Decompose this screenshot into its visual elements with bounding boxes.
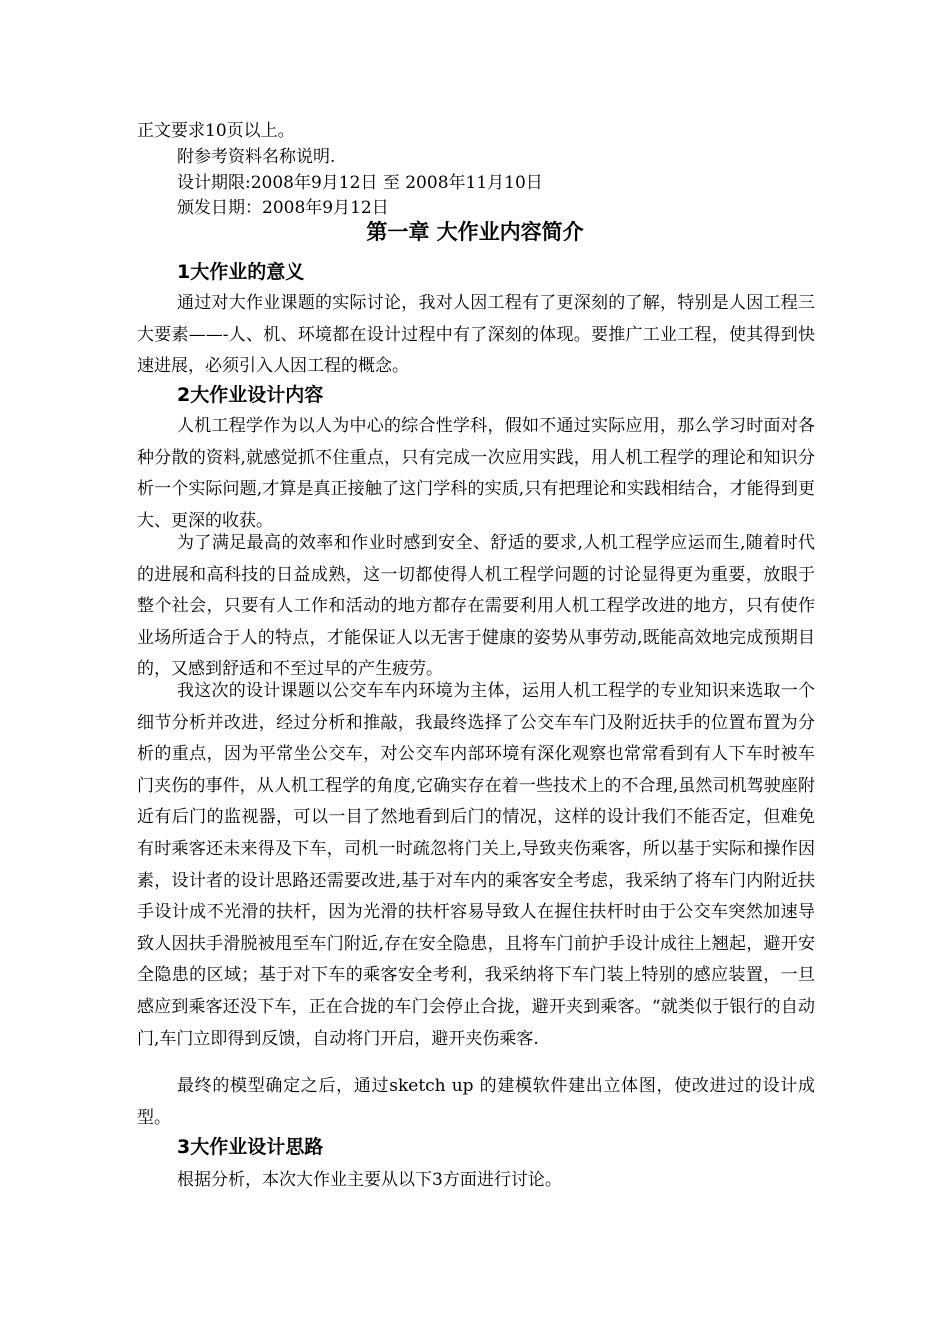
header-line-issue-date: 颁发日期：2008年9月12日 — [177, 198, 389, 218]
section-heading-design-content: 2大作业设计内容 — [177, 384, 324, 406]
paragraph-significance: 通过对大作业课题的实际讨论，我对人因工程有了更深刻的了解，特别是人因工程三大要素——-人、机、环境都在设计过程中有了深刻的体现。要推广工业工程，使其得到快速进展，必须引入人因工程的概念。 — [137, 293, 815, 377]
header-line-references: 附参考资料名称说明. — [177, 147, 336, 167]
header-line-requirement: 正文要求10页以上。 — [137, 121, 295, 141]
paragraph-design-content-2: 为了满足最高的效率和作业时感到安全、舒适的要求,人机工程学应运而生,随着时代的进展和高科技的日益成熟，这一切都使得人机工程学问题的讨论显得更为重要，放眼于整个社会，只要有人工作和活动的地方都存在需要利用人机工程学改进的地方，只有使作业场所适合于人的特点，才能保证人以无害于健康的姿势从事劳动,既能高效地完成预期目的，又感到舒适和不至过早的产生疲劳。 — [137, 533, 815, 680]
paragraph-design-approach: 根据分析，本次大作业主要从以下3方面进行讨论。 — [177, 1170, 562, 1190]
header-line-design-period: 设计期限:2008年9月12日 至 2008年11月10日 — [177, 173, 543, 193]
section-heading-significance: 1大作业的意义 — [177, 261, 305, 283]
paragraph-design-content-3: 我这次的设计课题以公交车车内环境为主体，运用人机工程学的专业知识来选取一个细节分析并改进，经过分析和推敲，我最终选择了公交车车门及附近扶手的位置布置为分析的重点，因为平常坐公交车，对公交车内部环境有深化观察也常常看到有人下车时被车门夹伤的事件，从人机工程学的角度,它确实存在着一些技术上的不合理,虽然司机驾驶座附近有后门的监视器，可以一目了然地看到后门的情况，这样的设计我们不能否定，但难免有时乘客还未来得及下车，司机一时疏忽将门关上,导致夹伤乘客，所以基于实际和操作因素，设计者的设计思路还需要改进,基于对车内的乘客安全考虑，我采纳了将车门内附近扶手设计成不光滑的扶杆，因为光滑的扶杆容易导致人在握住扶杆时由于公交车突然加速导致人因扶手滑脱被甩至车门附近,存在安全隐患，且将车门前护手设计成往上翘起，避开安全隐患的区域；基于对下车的乘客安全考利，我采纳将下车门装上特别的感应装置，一旦感应到乘客还没下车，正在合拢的车门会停止合拢，避开夹到乘客。“就类似于银行的自动门,车门立即得到反馈，自动将门开启，避开夹伤乘客. — [137, 681, 815, 1049]
section-heading-design-approach: 3大作业设计思路 — [177, 1136, 324, 1158]
chapter-title: 第一章 大作业内容简介 — [366, 220, 584, 244]
paragraph-design-content-1: 人机工程学作为以人为中心的综合性学科，假如不通过实际应用，那么学习时面对各种分散的资料,就感觉抓不住重点，只有完成一次应用实践，用人机工程学的理论和知识分析一个实际问题,才算是真正接触了这门学科的实质,只有把理论和实践相结合，才能得到更大、更深的收获。 — [137, 416, 815, 531]
paragraph-design-content-4: 最终的模型确定之后，通过sketch up 的建模软件建出立体图，使改进过的设计成型。 — [137, 1076, 815, 1128]
